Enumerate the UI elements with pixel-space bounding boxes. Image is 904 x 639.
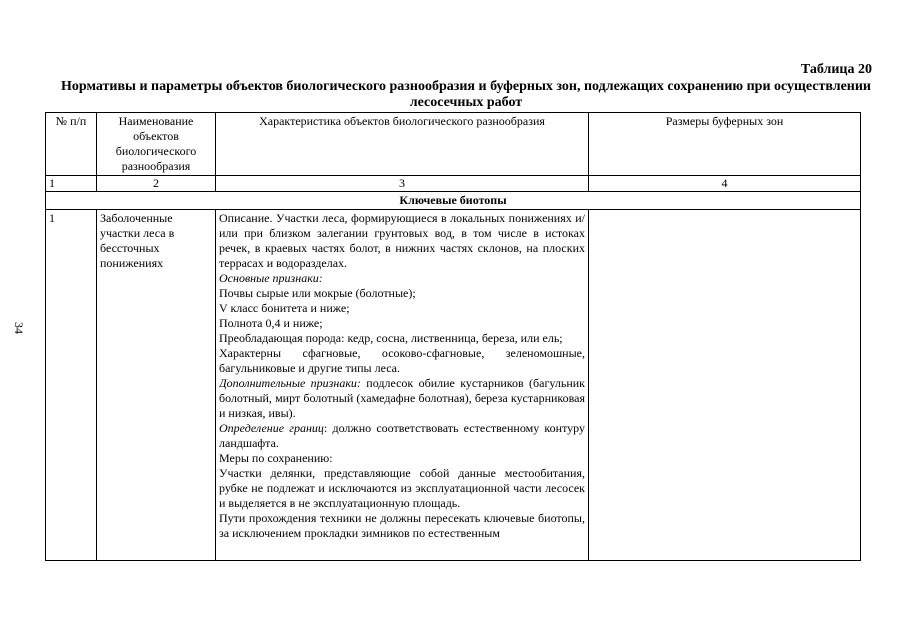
measures-text: Участки делянки, представляющие собой данные местообитания, рубке не подлежат и исключаются из эксплуатационной части лесосек и выделяется в не эксплуатационную площадь. — [219, 466, 585, 510]
boundary-label: Определение границ — [219, 421, 324, 435]
description-line: Характерны сфагновые, осоково-сфагновые, зеленомошные, багульниковые и другие типы леса. — [219, 346, 585, 375]
description-line: Описание. Участки леса, формирующиеся в локальных понижениях и/или при близком залегании грунтовых вод, в том числе в истоках речек, в краевых частях болот, в нижних частях склонов, на плоских террасах и водоразделах. — [219, 211, 585, 270]
column-number-row — [46, 176, 861, 192]
regulations-table — [45, 112, 861, 561]
description-line: Почвы сырые или мокрые (болотные); — [219, 286, 416, 300]
header-buffer-size: Размеры буферных зон — [589, 113, 861, 176]
measures-text: Пути прохождения техники не должны пересекать ключевые биотопы, за исключением прокладки зимников по естественным — [219, 511, 585, 540]
description-line: Полнота 0,4 и ниже; — [219, 316, 323, 330]
section-title: Ключевые биотопы — [46, 192, 861, 210]
object-name: Заболоченные участки леса в бессточных понижениях — [97, 210, 216, 561]
extra-features — [219, 376, 585, 421]
header-number: № п/п — [46, 113, 97, 176]
table-label: Таблица 20 — [800, 62, 872, 77]
header-characteristics: Характеристика объектов биологического разнообразия — [216, 113, 589, 176]
table-header-row — [46, 113, 861, 176]
table-row — [46, 210, 861, 561]
table-title: Нормативы и параметры объектов биологического разнообразия и буферных зон, подлежащих сохранению при осуществлении лесосечных работ — [61, 79, 871, 110]
description-line: Преобладающая порода: кедр, сосна, лиственница, береза, или ель; — [219, 331, 563, 345]
boundary-text: : должно соответствовать естественному контуру ландшафта. — [219, 421, 585, 450]
description-line: Основные признаки: — [219, 271, 323, 285]
page-number: 34 — [12, 322, 26, 334]
extra-features-label: Дополнительные признаки: — [219, 376, 361, 390]
extra-features-text: подлесок обилие кустарников (багульник болотный, мирт болотный (хамедафне болотная), береза кустарниковая и низкая, ивы). — [219, 376, 585, 420]
buffer-size — [589, 210, 861, 561]
header-object-name: Наименование объектов биологического разнообразия — [97, 113, 216, 176]
description-line: V класс бонитета и ниже; — [219, 301, 350, 315]
column-number: 1 — [46, 176, 97, 192]
column-number: 4 — [589, 176, 861, 192]
boundary-definition — [219, 421, 585, 451]
description-lines — [219, 211, 585, 376]
column-number: 3 — [216, 176, 589, 192]
measures-label: Меры по сохранению: — [219, 451, 333, 465]
column-number: 2 — [97, 176, 216, 192]
section-row — [46, 192, 861, 210]
object-description — [216, 210, 589, 561]
row-number: 1 — [46, 210, 97, 561]
